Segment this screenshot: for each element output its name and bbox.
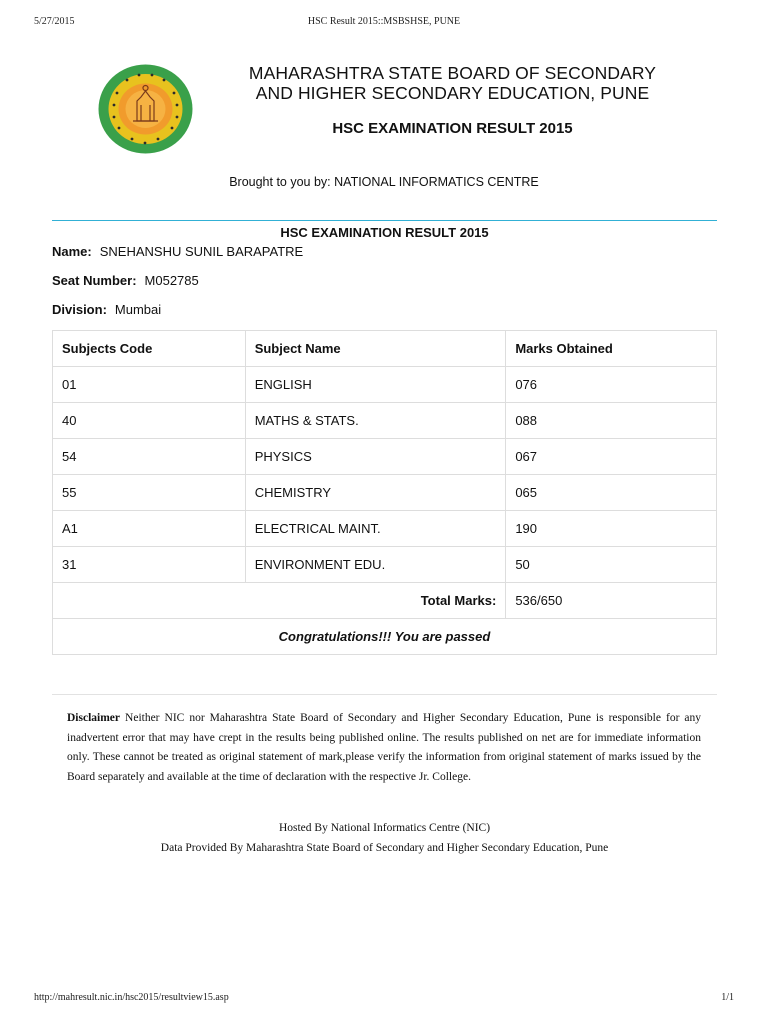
disclaimer: [67, 709, 701, 787]
table-row: [53, 367, 717, 403]
subject-code: A1: [53, 511, 246, 547]
table-header-row: [53, 331, 717, 367]
footer-divider: [52, 694, 717, 695]
division-value: Mumbai: [114, 302, 162, 317]
subject-code: 55: [53, 475, 246, 511]
table-row: [53, 475, 717, 511]
section-title: HSC EXAMINATION RESULT 2015: [280, 225, 489, 240]
print-header: [34, 16, 734, 30]
subject-name: CHEMISTRY: [245, 475, 506, 511]
subject-name: MATHS & STATS.: [245, 403, 506, 439]
name-label: Name:: [52, 244, 92, 259]
total-label: Total Marks:: [53, 583, 506, 619]
print-url: http://mahresult.nic.in/hsc2015/resultview15.asp: [34, 992, 229, 1003]
data-provided-by: Data Provided By Maharashtra State Board of Secondary and Higher Secondary Education, Pune: [160, 842, 609, 854]
subject-code: 01: [53, 367, 246, 403]
table-row: [53, 547, 717, 583]
disclaimer-label: Disclaimer: [67, 712, 121, 724]
seat-label: Seat Number:: [52, 273, 137, 288]
msbshse-seal-icon: [97, 63, 194, 155]
table-row: [53, 439, 717, 475]
credits: [52, 818, 717, 858]
subject-code: 40: [53, 403, 246, 439]
board-title: [200, 63, 705, 103]
subject-marks: 190: [506, 511, 717, 547]
subject-code: 54: [53, 439, 246, 475]
result-message: Congratulations!!! You are passed: [53, 619, 717, 655]
subject-marks: 088: [506, 403, 717, 439]
division: [52, 302, 161, 317]
table-row: [53, 403, 717, 439]
result-title: HSC EXAMINATION RESULT 2015: [332, 120, 573, 137]
marks-table: [52, 330, 717, 655]
table-row: [53, 511, 717, 547]
print-page-title: HSC Result 2015::MSBSHSE, PUNE: [307, 16, 461, 27]
total-row: [53, 583, 717, 619]
column-header-subject: Subject Name: [245, 331, 506, 367]
result-row: [53, 619, 717, 655]
board-title-line2: AND HIGHER SECONDARY EDUCATION, PUNE: [255, 83, 650, 103]
column-header-code: Subjects Code: [53, 331, 246, 367]
subject-marks: 50: [506, 547, 717, 583]
divider: [52, 220, 717, 221]
disclaimer-text: Neither NIC nor Maharashtra State Board of Secondary and Higher Secondary Education, Pune is responsible for any inadvertent error that may have crept in the results being published online. The results published on net are for immediate information only. These cannot be treated as original statement of mark,please verify the information from original statement of marks issued by the Board separately and available at the time of declaration with the respective Jr. College.: [67, 712, 702, 783]
name-value: SNEHANSHU SUNIL BARAPATRE: [99, 244, 304, 259]
seat-number: [52, 273, 199, 288]
print-page-count: 1/1: [721, 992, 734, 1003]
seat-value: M052785: [144, 273, 199, 288]
column-header-marks: Marks Obtained: [506, 331, 717, 367]
subject-marks: 067: [506, 439, 717, 475]
candidate-name: [52, 244, 303, 259]
subject-name: PHYSICS: [245, 439, 506, 475]
print-date: 5/27/2015: [34, 16, 75, 27]
total-value: 536/650: [506, 583, 717, 619]
subject-marks: 076: [506, 367, 717, 403]
brought-by: Brought to you by: NATIONAL INFORMATICS CENTRE: [229, 175, 539, 189]
division-label: Division:: [52, 302, 107, 317]
subject-name: ENGLISH: [245, 367, 506, 403]
subject-marks: 065: [506, 475, 717, 511]
subject-code: 31: [53, 547, 246, 583]
print-footer: [34, 992, 734, 1006]
hosted-by: Hosted By National Informatics Centre (NIC): [278, 822, 491, 834]
board-title-line1: MAHARASHTRA STATE BOARD OF SECONDARY: [248, 63, 657, 83]
subject-name: ENVIRONMENT EDU.: [245, 547, 506, 583]
subject-name: ELECTRICAL MAINT.: [245, 511, 506, 547]
